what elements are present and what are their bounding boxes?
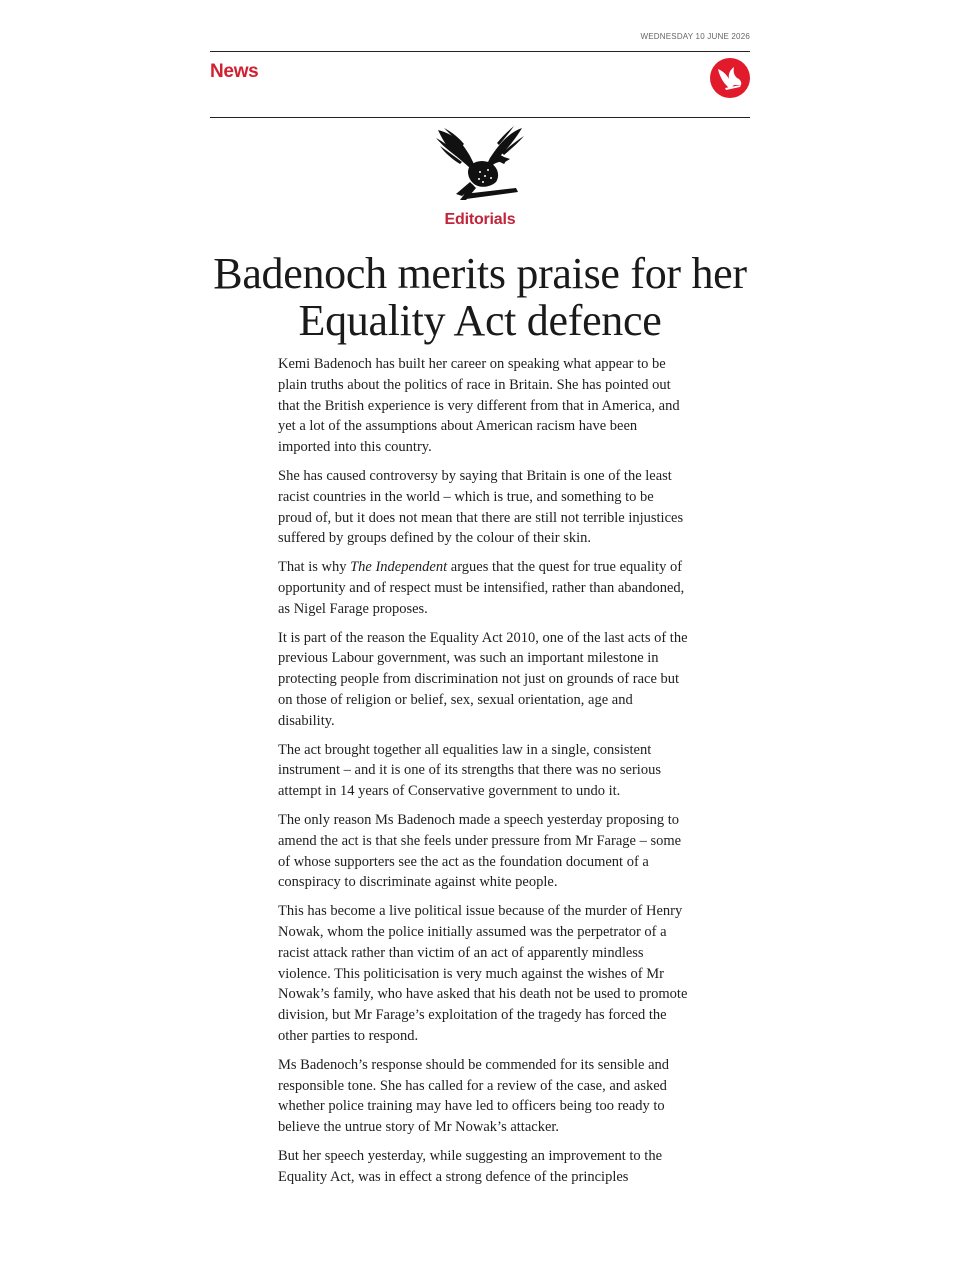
header-top-rule [210, 51, 750, 52]
eagle-icon [710, 58, 750, 98]
eagle-illustration-icon [434, 124, 526, 206]
article-headline: Badenoch merits praise for her Equality Act defence [213, 249, 747, 345]
header-bottom-rule [210, 117, 750, 118]
publication-name: The Independent [350, 559, 448, 576]
section-label[interactable]: News [210, 61, 259, 82]
article-body [278, 354, 688, 1195]
article-paragraph: But her speech yesterday, while suggesting an improvement to the Equality Act, was in effect a strong defence of the principles [278, 1147, 663, 1185]
paragraph-text: argues that the quest for true equality of opportunity and of respect must be intensified, rather than abandoned, as Nigel Farage proposes. [278, 559, 685, 617]
article-paragraph: She has caused controversy by saying that Britain is one of the least racist countries in the world – which is true, and something to be proud of, but it does not mean that there are still not terrible injustices suffered by groups defined by the colour of their skin. [278, 467, 684, 547]
article-paragraph: This has become a live political issue because of the murder of Henry Nowak, whom the police initially assumed was the perpetrator of a racist attack rather than victim of an act of apparently mindless violence. This politicisation is very much against the wishes of Mr Nowak’s family, who have asked that his death not be used to promote division, but Mr Farage’s exploitation of the tragedy has forced the other parties to respond. [278, 903, 688, 1044]
article-paragraph: The act brought together all equalities law in a single, consistent instrument – and it is one of its strengths that there was no serious attempt in 14 years of Conservative government to undo it. [278, 741, 661, 800]
article-paragraph [278, 557, 688, 619]
paragraph-text: That is why [278, 559, 351, 576]
article-paragraph: It is part of the reason the Equality Act 2010, one of the last acts of the previous Labour government, was such an important milestone in protecting people from discrimination not just on grounds of race but on those of religion or belief, sex, sexual orientation, age and disability. [278, 629, 688, 729]
article-paragraph: The only reason Ms Badenoch made a speech yesterday proposing to amend the act is that she feels under pressure from Mr Farage – some of whose supporters see the act as the foundation document of a conspiracy to discriminate against white people. [278, 811, 682, 891]
article-kicker[interactable]: Editorials [444, 211, 516, 228]
article-paragraph: Ms Badenoch’s response should be commended for its sensible and responsible tone. She has called for a review of the case, and asked whether police training may have led to officers being too ready to believe the untrue story of Mr Nowak’s attacker. [278, 1056, 670, 1136]
article-paragraph: Kemi Badenoch has built her career on speaking what appear to be plain truths about the politics of race in Britain. She has pointed out that the British experience is very different from that in America, and yet a lot of the assumptions about American racism have been imported into this country. [278, 356, 680, 456]
page-date: WEDNESDAY 10 JUNE 2026 [640, 32, 750, 41]
brand-logo-badge[interactable] [710, 58, 750, 98]
